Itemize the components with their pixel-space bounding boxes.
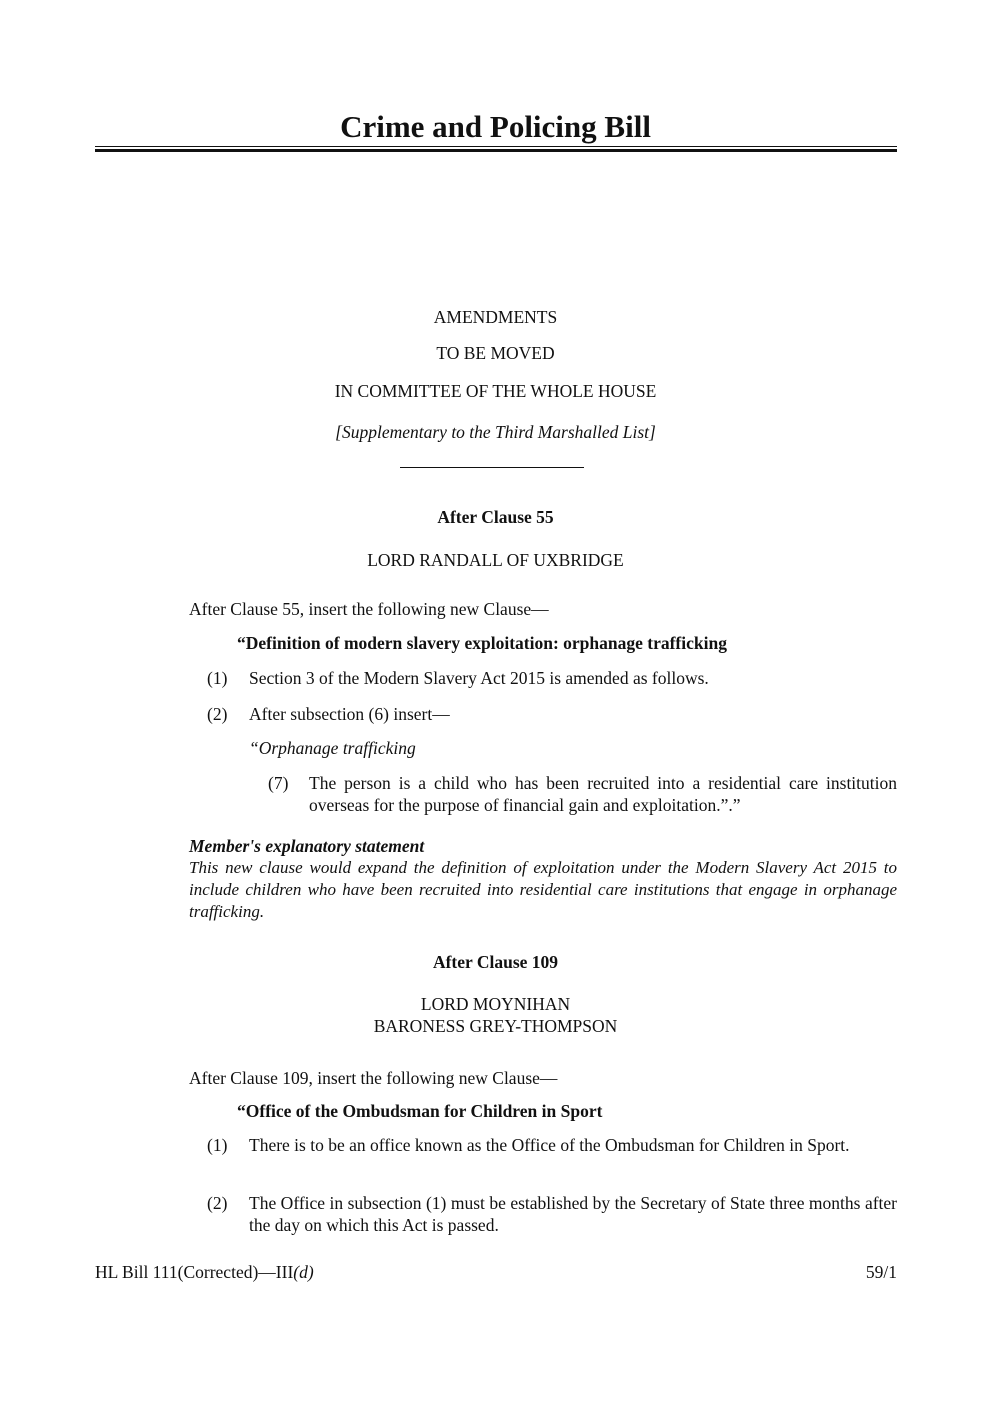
- inserted-heading: “Orphanage trafficking: [249, 738, 416, 758]
- amendment2-sponsor: BARONESS GREY-THOMPSON: [373, 1016, 618, 1036]
- amendment2-sponsor: LORD MOYNIHAN: [420, 994, 571, 1014]
- amendment1-clause-title: “Definition of modern slavery exploitation: orphanage trafficking: [237, 633, 727, 653]
- subsection-number: (1): [207, 668, 228, 688]
- intro-note: [Supplementary to the Third Marshalled List]: [335, 422, 656, 442]
- subsection-number: (7): [268, 773, 289, 793]
- explanatory-statement-heading: Member's explanatory statement: [189, 836, 425, 856]
- amendment2-heading: After Clause 109: [432, 952, 559, 972]
- explanatory-statement-text: This new clause would expand the definition of exploitation under the Modern Slavery Act 2015 to include children who have been recruited into residential care institutions that engage in orphanage trafficking.: [189, 858, 897, 921]
- subsection-text: The person is a child who has been recruited into a residential care institution overseas for the purpose of financial gain and exploitation.”.”: [309, 773, 897, 815]
- subsection-text: After subsection (6) insert—: [249, 704, 450, 724]
- section-divider: [400, 467, 584, 468]
- page-title: Crime and Policing Bill: [340, 109, 651, 144]
- bill-suffix: (d): [293, 1262, 314, 1282]
- subsection-text: There is to be an office known as the Office of the Ombudsman for Children in Sport.: [249, 1135, 850, 1155]
- title-rule-thick: [95, 149, 897, 152]
- subsection-number: (2): [207, 704, 228, 724]
- amendment1-heading: After Clause 55: [437, 507, 554, 527]
- footer-bill-reference: [95, 1261, 314, 1283]
- subsection-number: (1): [207, 1135, 228, 1155]
- amendment2-instruction: After Clause 109, insert the following new Clause—: [189, 1068, 558, 1088]
- footer-page-reference: 59/1: [865, 1262, 897, 1282]
- intro-line-3: IN COMMITTEE OF THE WHOLE HOUSE: [334, 381, 657, 401]
- subsection-number: (2): [207, 1193, 228, 1213]
- bill-ref: HL Bill 111(Corrected)—III: [95, 1262, 294, 1282]
- subsection-text: The Office in subsection (1) must be established by the Secretary of State three months after the day on which this Act is passed.: [249, 1193, 897, 1235]
- intro-line-2: TO BE MOVED: [436, 343, 555, 363]
- amendment1-instruction: After Clause 55, insert the following new Clause—: [189, 599, 549, 619]
- amendment2-clause-title: “Office of the Ombudsman for Children in Sport: [237, 1101, 603, 1121]
- subsection-text: Section 3 of the Modern Slavery Act 2015 is amended as follows.: [249, 668, 709, 688]
- intro-line-1: AMENDMENTS: [433, 307, 558, 327]
- amendment1-sponsor: LORD RANDALL OF UXBRIDGE: [367, 550, 624, 570]
- title-rule-thin: [95, 146, 897, 147]
